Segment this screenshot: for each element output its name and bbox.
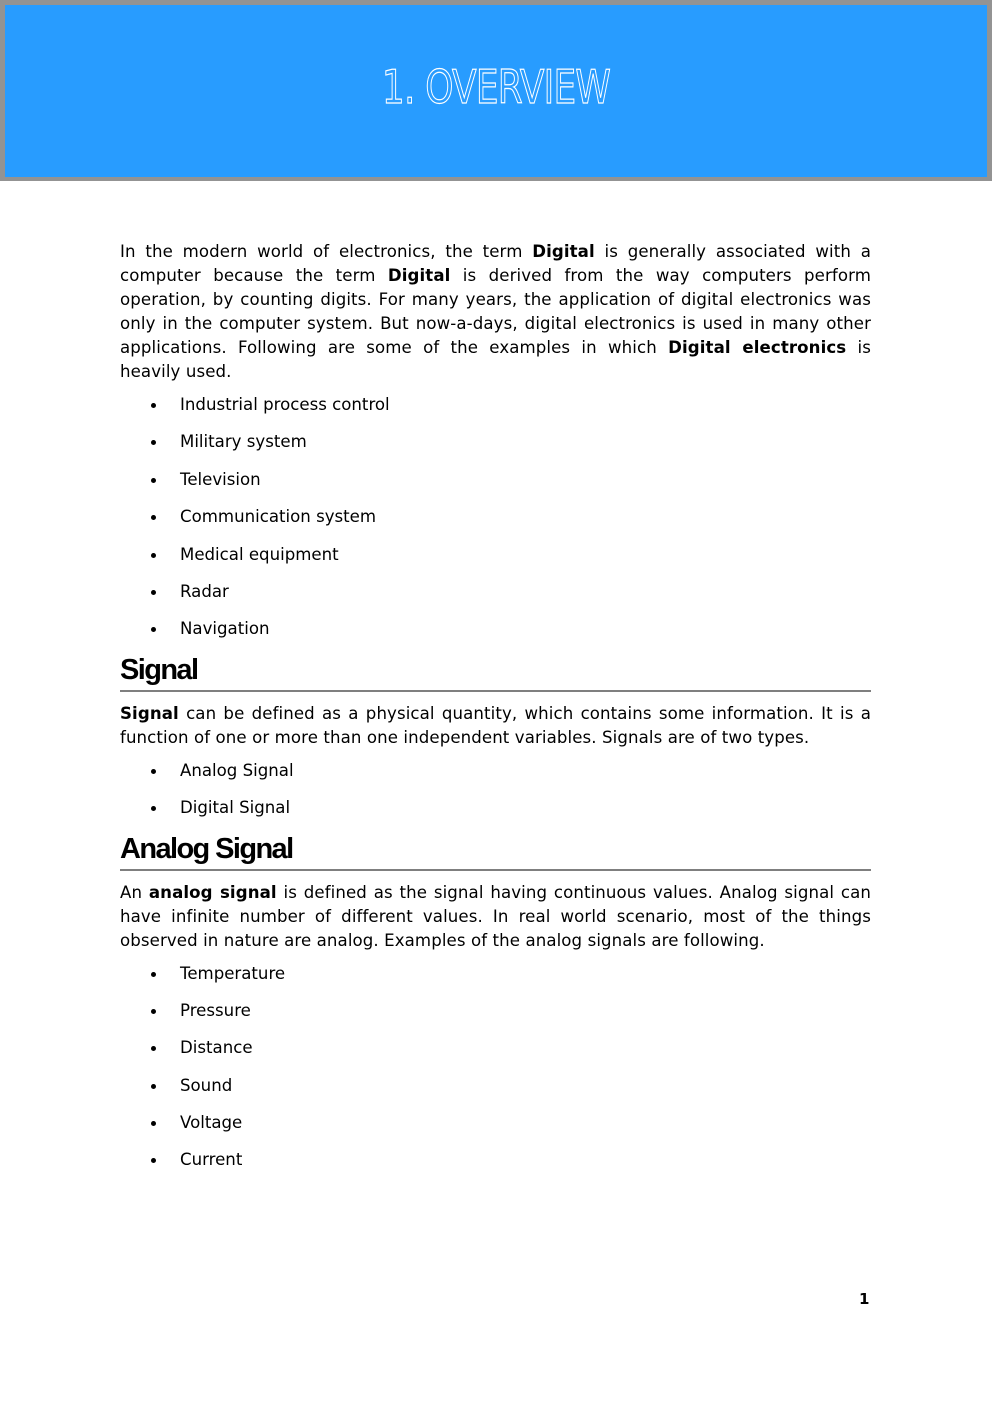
list-item	[120, 1002, 871, 1039]
list-item	[120, 546, 871, 583]
bold-term: Signal	[120, 703, 179, 723]
page-number: 1	[859, 1290, 870, 1308]
bullet-icon	[151, 403, 156, 408]
chapter-title: 1. OVERVIEW	[381, 60, 611, 114]
list-item	[120, 1151, 871, 1188]
list-item-text: Analog Signal	[180, 760, 294, 780]
bold-term: Digital	[387, 266, 451, 285]
bullet-icon	[151, 590, 156, 595]
chapter-banner	[0, 0, 992, 181]
text-run: In the modern world of electronics, the term	[120, 242, 533, 261]
bold-term: Digital electronics	[668, 338, 847, 357]
list-item	[120, 620, 871, 657]
bullet-icon	[151, 1084, 156, 1089]
signal-types-list	[120, 762, 871, 837]
bullet-icon	[151, 440, 156, 445]
page-content	[120, 240, 871, 1189]
list-item	[120, 965, 871, 1002]
list-item	[120, 762, 871, 799]
list-item	[120, 1114, 871, 1151]
bold-term: analog signal	[148, 882, 277, 902]
list-item	[120, 471, 871, 508]
list-item-text: Sound	[180, 1075, 233, 1095]
text-run: is derived from the way computers perform operation, by counting digits. For many years, the application of digital electronics was only in the computer system. But now-a-days, digital electronics is used in many other applications. Following are some of the examples in which	[120, 266, 871, 357]
list-item-text: Medical equipment	[180, 544, 339, 564]
list-item-text: Military system	[180, 432, 307, 452]
list-item	[120, 396, 871, 433]
list-item-text: Communication system	[180, 507, 377, 527]
list-item-text: Television	[180, 469, 261, 489]
bullet-icon	[151, 1046, 156, 1051]
bold-term: Digital	[532, 242, 595, 261]
section-heading-signal: Signal	[120, 652, 871, 692]
bullet-icon	[151, 1009, 156, 1014]
text-run: can be defined as a physical quantity, which contains some information. It is a function of one or more than one independent variables. Signals are of two types.	[120, 703, 871, 747]
list-item-text: Distance	[180, 1038, 253, 1058]
bullet-icon	[151, 553, 156, 558]
analog-examples-list	[120, 965, 871, 1189]
list-item-text: Digital Signal	[180, 798, 291, 818]
text-run: is generally associated with a computer because the term	[120, 242, 871, 285]
list-item-text: Radar	[180, 581, 229, 601]
list-item	[120, 508, 871, 545]
text-run: is heavily used.	[120, 338, 871, 381]
list-item-text: Current	[180, 1150, 243, 1170]
list-item	[120, 799, 871, 836]
list-item-text: Pressure	[180, 1000, 251, 1020]
bullet-icon	[151, 769, 156, 774]
list-item-text: Temperature	[180, 963, 286, 983]
intro-paragraph	[120, 240, 871, 384]
bullet-icon	[151, 1121, 156, 1126]
bullet-icon	[151, 972, 156, 977]
bullet-icon	[151, 627, 156, 632]
bullet-icon	[151, 806, 156, 811]
section-heading-analog-signal: Analog Signal	[120, 831, 871, 871]
text-run: An	[120, 882, 149, 902]
bullet-icon	[151, 1158, 156, 1163]
applications-list	[120, 396, 871, 658]
bullet-icon	[151, 478, 156, 483]
list-item-text: Voltage	[180, 1113, 243, 1133]
list-item	[120, 583, 871, 620]
text-run: is defined as the signal having continuous values. Analog signal can have infinite number of different values. In real world scenario, most of the things observed in nature are analog. Examples of the analog signals are following.	[120, 882, 871, 950]
list-item	[120, 433, 871, 470]
list-item-text: Industrial process control	[180, 395, 390, 414]
list-item	[120, 1077, 871, 1114]
list-item	[120, 1039, 871, 1076]
analog-paragraph	[120, 881, 871, 953]
bullet-icon	[151, 515, 156, 520]
list-item-text: Navigation	[180, 619, 270, 639]
signal-paragraph	[120, 702, 871, 750]
